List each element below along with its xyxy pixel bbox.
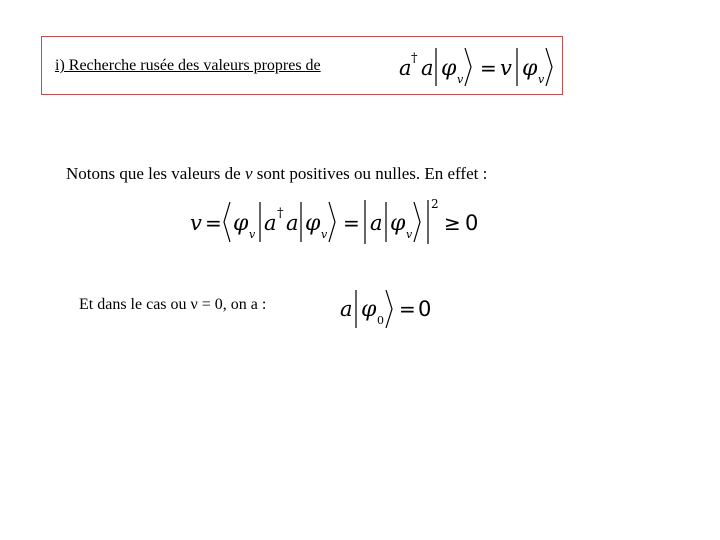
subscript-nu: v	[406, 228, 413, 241]
nu-symbol: v	[190, 211, 202, 235]
subscript-zero: 0	[377, 314, 384, 327]
ket-angle	[414, 202, 420, 242]
subscript-nu: v	[321, 228, 328, 241]
a-symbol: a	[399, 56, 412, 80]
ket-angle	[329, 202, 335, 242]
positivity-equation	[186, 196, 486, 248]
equals-sign: =	[205, 211, 222, 235]
equals-sign: =	[399, 297, 416, 321]
phi-symbol: φ	[233, 211, 249, 236]
nu-variable: v	[244, 164, 253, 183]
equals-sign: =	[343, 211, 360, 235]
paragraph-text: Notons que les valeurs de	[66, 164, 245, 183]
exponent-2: 2	[431, 197, 439, 211]
phi-symbol: φ	[361, 297, 377, 322]
a-symbol: a	[286, 211, 299, 235]
a-symbol: a	[421, 56, 434, 80]
zero: 0	[465, 211, 479, 235]
phi-symbol: φ	[522, 56, 538, 81]
ground-state-equation	[336, 284, 440, 334]
phi-symbol: φ	[305, 211, 321, 236]
zero-case-text: Et dans le cas ou ν = 0, on a :	[79, 296, 267, 313]
section-title: i) Recherche rusée des valeurs propres de	[55, 57, 321, 74]
phi-symbol: φ	[390, 211, 406, 236]
a-symbol: a	[370, 211, 383, 235]
subscript-nu: v	[249, 228, 256, 241]
equals-sign: =	[480, 56, 497, 80]
ket-angle	[546, 48, 552, 86]
dagger-symbol: †	[277, 206, 284, 221]
subscript-nu: v	[538, 73, 545, 86]
phi-symbol: φ	[441, 56, 457, 81]
eigen-equation	[395, 42, 560, 92]
geq-sign: ≥	[444, 211, 461, 235]
dagger-symbol: †	[411, 51, 418, 66]
a-symbol: a	[264, 211, 277, 235]
subscript-nu: v	[457, 73, 464, 86]
paragraph-text: sont positives ou nulles. En effet :	[252, 164, 488, 183]
a-symbol: a	[340, 297, 353, 321]
ket-angle	[386, 290, 392, 328]
zero: 0	[418, 297, 432, 321]
bra-angle	[224, 202, 230, 242]
positivity-paragraph	[66, 164, 487, 184]
ket-angle	[465, 48, 471, 86]
nu-symbol: v	[500, 56, 512, 80]
